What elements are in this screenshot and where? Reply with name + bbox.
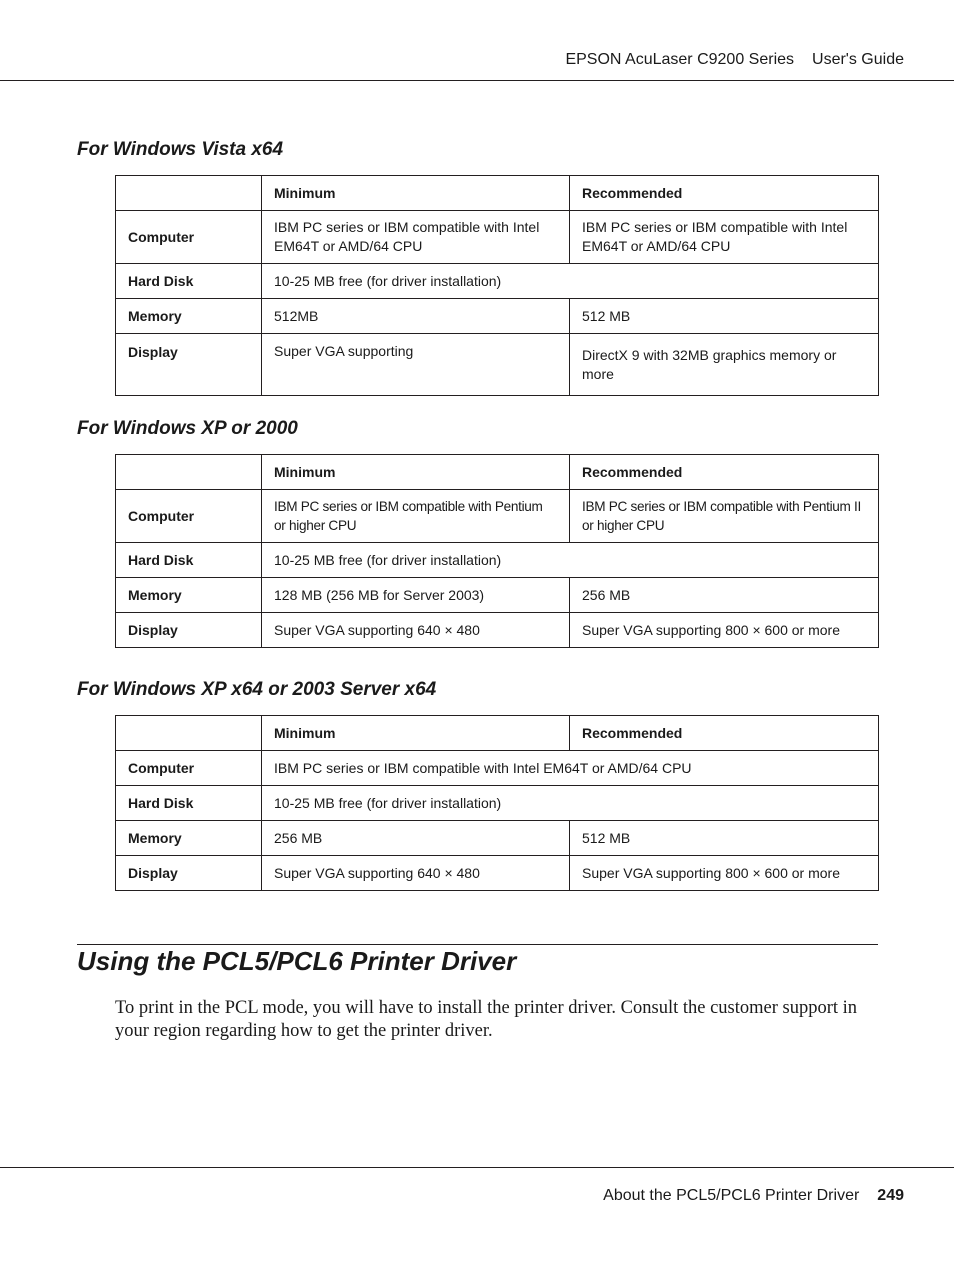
header-cell-recommended: Recommended bbox=[570, 716, 879, 751]
table-row-display bbox=[116, 856, 879, 891]
header-cell-minimum: Minimum bbox=[262, 455, 570, 490]
cell-memory-recommended: 512 MB bbox=[570, 299, 879, 334]
section-title-xp-x64-2003: For Windows XP x64 or 2003 Server x64 bbox=[77, 679, 437, 700]
row-label-display: Display bbox=[116, 613, 262, 648]
table-row-harddisk bbox=[116, 264, 879, 299]
header-cell-minimum: Minimum bbox=[262, 716, 570, 751]
cell-computer-recommended: IBM PC series or IBM compatible with Intel EM64T or AMD/64 CPU bbox=[570, 211, 879, 264]
table-header-row bbox=[116, 716, 879, 751]
row-label-harddisk: Hard Disk bbox=[116, 264, 262, 299]
cell-harddisk-value: 10-25 MB free (for driver installation) bbox=[262, 786, 879, 821]
table-xp-x64-2003 bbox=[115, 715, 879, 891]
table-row-display bbox=[116, 613, 879, 648]
page-header bbox=[0, 0, 954, 81]
cell-display-recommended: DirectX 9 with 32MB graphics memory or more bbox=[570, 334, 879, 396]
row-label-memory: Memory bbox=[116, 299, 262, 334]
section-title-vista-x64: For Windows Vista x64 bbox=[77, 139, 284, 160]
row-label-computer: Computer bbox=[116, 211, 262, 264]
header-cell-blank bbox=[116, 176, 262, 211]
cell-display-minimum: Super VGA supporting 640 × 480 bbox=[262, 856, 570, 891]
row-label-display: Display bbox=[116, 334, 262, 396]
table-row-memory bbox=[116, 578, 879, 613]
table-row-memory bbox=[116, 821, 879, 856]
table-header-row bbox=[116, 455, 879, 490]
table-row-memory bbox=[116, 299, 879, 334]
section-title-xp-2000: For Windows XP or 2000 bbox=[77, 418, 298, 439]
cell-computer-value: IBM PC series or IBM compatible with Intel EM64T or AMD/64 CPU bbox=[262, 751, 879, 786]
cell-memory-recommended: 512 MB bbox=[570, 821, 879, 856]
cell-memory-minimum: 512MB bbox=[262, 299, 570, 334]
cell-computer-recommended: IBM PC series or IBM compatible with Pentium II or higher CPU bbox=[570, 490, 879, 543]
row-label-memory: Memory bbox=[116, 578, 262, 613]
cell-memory-recommended: 256 MB bbox=[570, 578, 879, 613]
page-footer-rule bbox=[0, 1167, 954, 1168]
row-label-computer: Computer bbox=[116, 751, 262, 786]
table-xp-2000 bbox=[115, 454, 879, 648]
header-guide: User's Guide bbox=[812, 51, 904, 68]
cell-computer-minimum: IBM PC series or IBM compatible with Pentium or higher CPU bbox=[262, 490, 570, 543]
cell-memory-minimum: 128 MB (256 MB for Server 2003) bbox=[262, 578, 570, 613]
row-label-computer: Computer bbox=[116, 490, 262, 543]
row-label-harddisk: Hard Disk bbox=[116, 543, 262, 578]
header-cell-recommended: Recommended bbox=[570, 455, 879, 490]
table-vista-x64 bbox=[115, 175, 879, 396]
page-number: 249 bbox=[877, 1187, 904, 1204]
table-row-harddisk bbox=[116, 543, 879, 578]
table-header-row bbox=[116, 176, 879, 211]
row-label-display: Display bbox=[116, 856, 262, 891]
header-cell-blank bbox=[116, 716, 262, 751]
cell-display-recommended: Super VGA supporting 800 × 600 or more bbox=[570, 613, 879, 648]
cell-display-minimum: Super VGA supporting 640 × 480 bbox=[262, 613, 570, 648]
table-row-harddisk bbox=[116, 786, 879, 821]
header-text bbox=[565, 51, 904, 69]
page-footer bbox=[603, 1187, 904, 1205]
table-row-computer bbox=[116, 751, 879, 786]
footer-chapter: About the PCL5/PCL6 Printer Driver bbox=[603, 1187, 860, 1204]
cell-display-recommended: Super VGA supporting 800 × 600 or more bbox=[570, 856, 879, 891]
header-cell-minimum: Minimum bbox=[262, 176, 570, 211]
row-label-harddisk: Hard Disk bbox=[116, 786, 262, 821]
section-heading: Using the PCL5/PCL6 Printer Driver bbox=[77, 946, 517, 976]
table-row-display bbox=[116, 334, 879, 396]
cell-computer-minimum: IBM PC series or IBM compatible with Intel EM64T or AMD/64 CPU bbox=[262, 211, 570, 264]
cell-display-minimum: Super VGA supporting bbox=[262, 334, 570, 396]
body-paragraph: To print in the PCL mode, you will have to install the printer driver. Consult the customer support in your region regarding how to get the printer driver. bbox=[115, 998, 858, 1041]
header-cell-recommended: Recommended bbox=[570, 176, 879, 211]
table-row-computer bbox=[116, 490, 879, 543]
row-label-memory: Memory bbox=[116, 821, 262, 856]
heading-rule bbox=[77, 944, 878, 945]
cell-harddisk-value: 10-25 MB free (for driver installation) bbox=[262, 543, 879, 578]
header-cell-blank bbox=[116, 455, 262, 490]
table-row-computer bbox=[116, 211, 879, 264]
header-product: EPSON AcuLaser C9200 Series bbox=[565, 51, 795, 68]
cell-harddisk-value: 10-25 MB free (for driver installation) bbox=[262, 264, 879, 299]
cell-memory-minimum: 256 MB bbox=[262, 821, 570, 856]
